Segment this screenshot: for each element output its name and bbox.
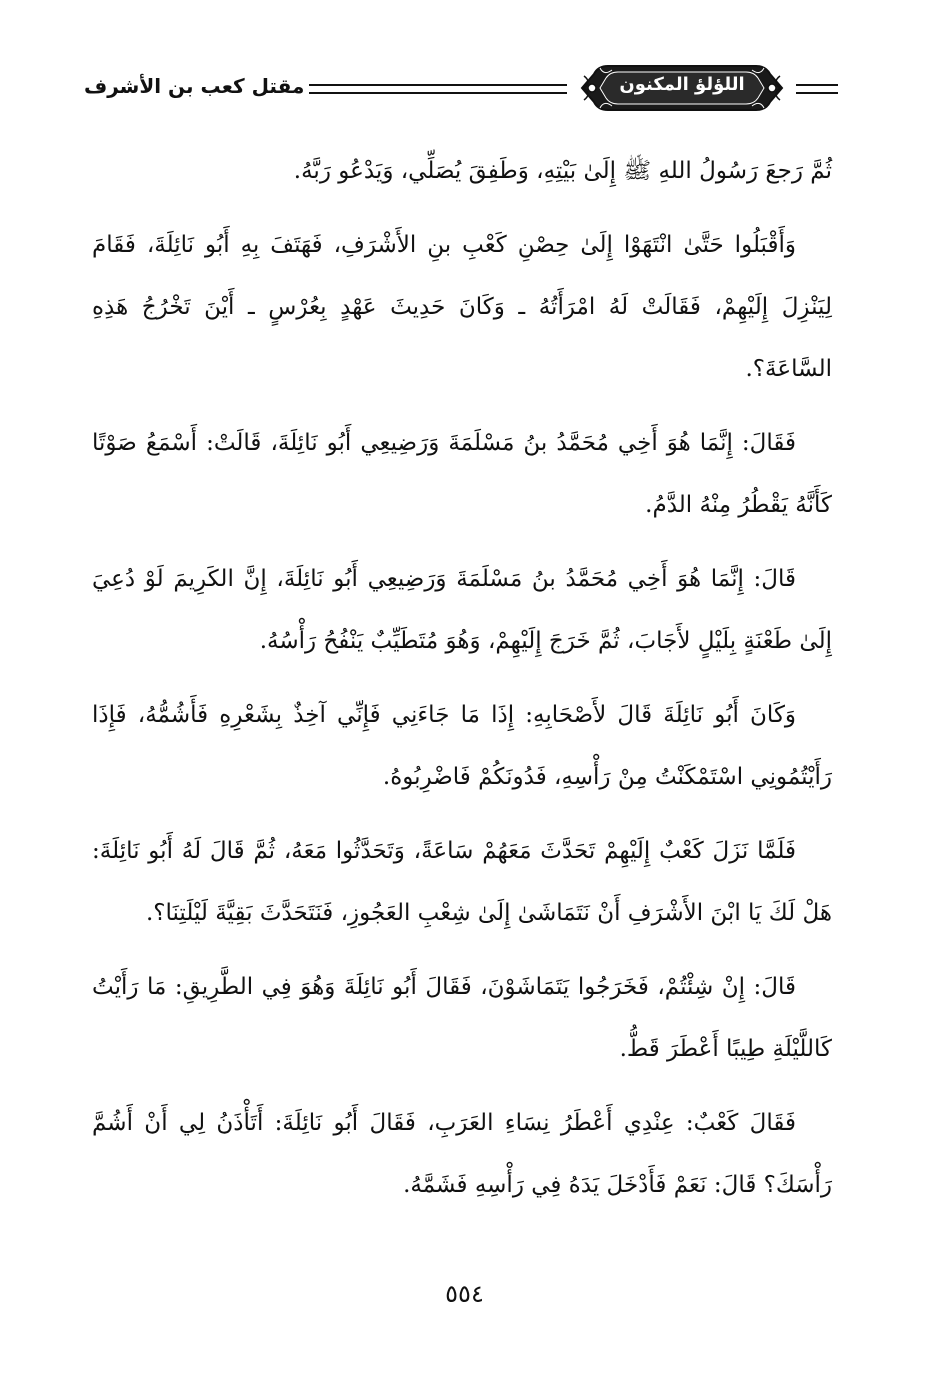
book-title-cartouche: [578, 62, 786, 114]
page-number: ٥٥٤: [445, 1280, 484, 1308]
paragraph: وَكَانَ أَبُو نَائِلَةَ قَالَ لأَصْحَابِهِ: إِذَا مَا جَاءَنِي فَإِنِّي آخِذٌ بِشَعْرِهِ فَأَشُمُّهُ، فَإِذَا رَأَيْتُمُونِي اسْتَمْكَنْتُ مِنْ رَأْسِهِ، فَدُونَكُمْ فَاضْرِبُوهُ.: [92, 702, 832, 790]
paragraph: قَالَ: إِنْ شِئْتُمْ، فَخَرَجُوا يَتَمَاشَوْنَ، فَقَالَ أَبُو نَائِلَةَ وَهُوَ فِي الطَّرِيقِ: مَا رَأَيْتُ كَاللَّيْلَةِ طِيبًا أَعْطَرَ قَطُّ.: [92, 974, 832, 1062]
paragraph: فَلَمَّا نَزَلَ كَعْبٌ إِلَيْهِمْ تَحَدَّثَ مَعَهُمْ سَاعَةً، وَتَحَدَّثُوا مَعَهُ، ثُمَّ قَالَ لَهُ أَبُو نَائِلَةَ: هَلْ لَكَ يَا ابْنَ الأَشْرَفِ أَنْ نَتَمَاشَىٰ إِلَىٰ شِعْبِ العَجُوزِ، فَنَتَحَدَّثَ بَقِيَّةَ لَيْلَتِنَا؟.: [92, 838, 832, 926]
header-rule-right: [796, 84, 838, 94]
paragraph: ثُمَّ رَجعَ رَسُولُ اللهِ ﷺ إِلَىٰ بَيْتِهِ، وَطَفِقَ يُصَلِّي، وَيَدْعُو رَبَّهُ.: [293, 158, 832, 184]
book-title: اللؤلؤ المكنون: [619, 74, 745, 95]
chapter-title: مقتل كعب بن الأشرف: [84, 74, 305, 98]
running-header: [84, 56, 838, 126]
paragraph: فَقَالَ: إِنَّمَا هُوَ أَخِي مُحَمَّدُ بنُ مَسْلَمَةَ وَرَضِيعِي أَبُو نَائِلَةَ، قَالَتْ: أَسْمَعُ صَوْتًا كَأَنَّهُ يَقْطُرُ مِنْهُ الدَّمُ.: [92, 430, 832, 518]
paragraph: قَالَ: إِنَّمَا هُوَ أَخِي مُحَمَّدُ بنُ مَسْلَمَةَ وَرَضِيعِي أَبُو نَائِلَةَ، إِنَّ الكَرِيمَ لَوْ دُعِيَ إِلَىٰ طَعْنَةٍ بِلَيْلٍ لأَجَابَ، ثُمَّ خَرَجَ إِلَيْهِمْ، وَهُوَ مُتَطَيِّبٌ يَنْفُحُ رَأْسُهُ.: [92, 566, 832, 654]
paragraph: وَأَقْبَلُوا حَتَّىٰ انْتَهَوْا إِلَىٰ حِصْنِ كَعْبِ بنِ الأَشْرَفِ، فَهَتَفَ بِهِ أَبُو نَائِلَةَ، فَقَامَ لِيَنْزِلَ إِلَيْهِمْ، فَقَالَتْ لَهُ امْرَأَتُهُ ـ وَكَانَ حَدِيثَ عَهْدٍ بِعُرْسٍ ـ أَيْنَ تَخْرُجُ هَذِهِ السَّاعَةَ؟.: [92, 232, 832, 382]
header-rule-left: [309, 84, 567, 94]
paragraph: فَقَالَ كَعْبٌ: عِنْدِي أَعْطَرُ نِسَاءِ العَرَبِ، فَقَالَ أَبُو نَائِلَةَ: أَتَأْذَنُ لِي أَنْ أَشُمَّ رَأْسَكَ؟ قَالَ: نَعَمْ فَأَدْخَلَ يَدَهُ فِي رَأْسِهِ فَشَمَّهُ.: [92, 1110, 832, 1198]
body-text: [92, 140, 832, 1228]
